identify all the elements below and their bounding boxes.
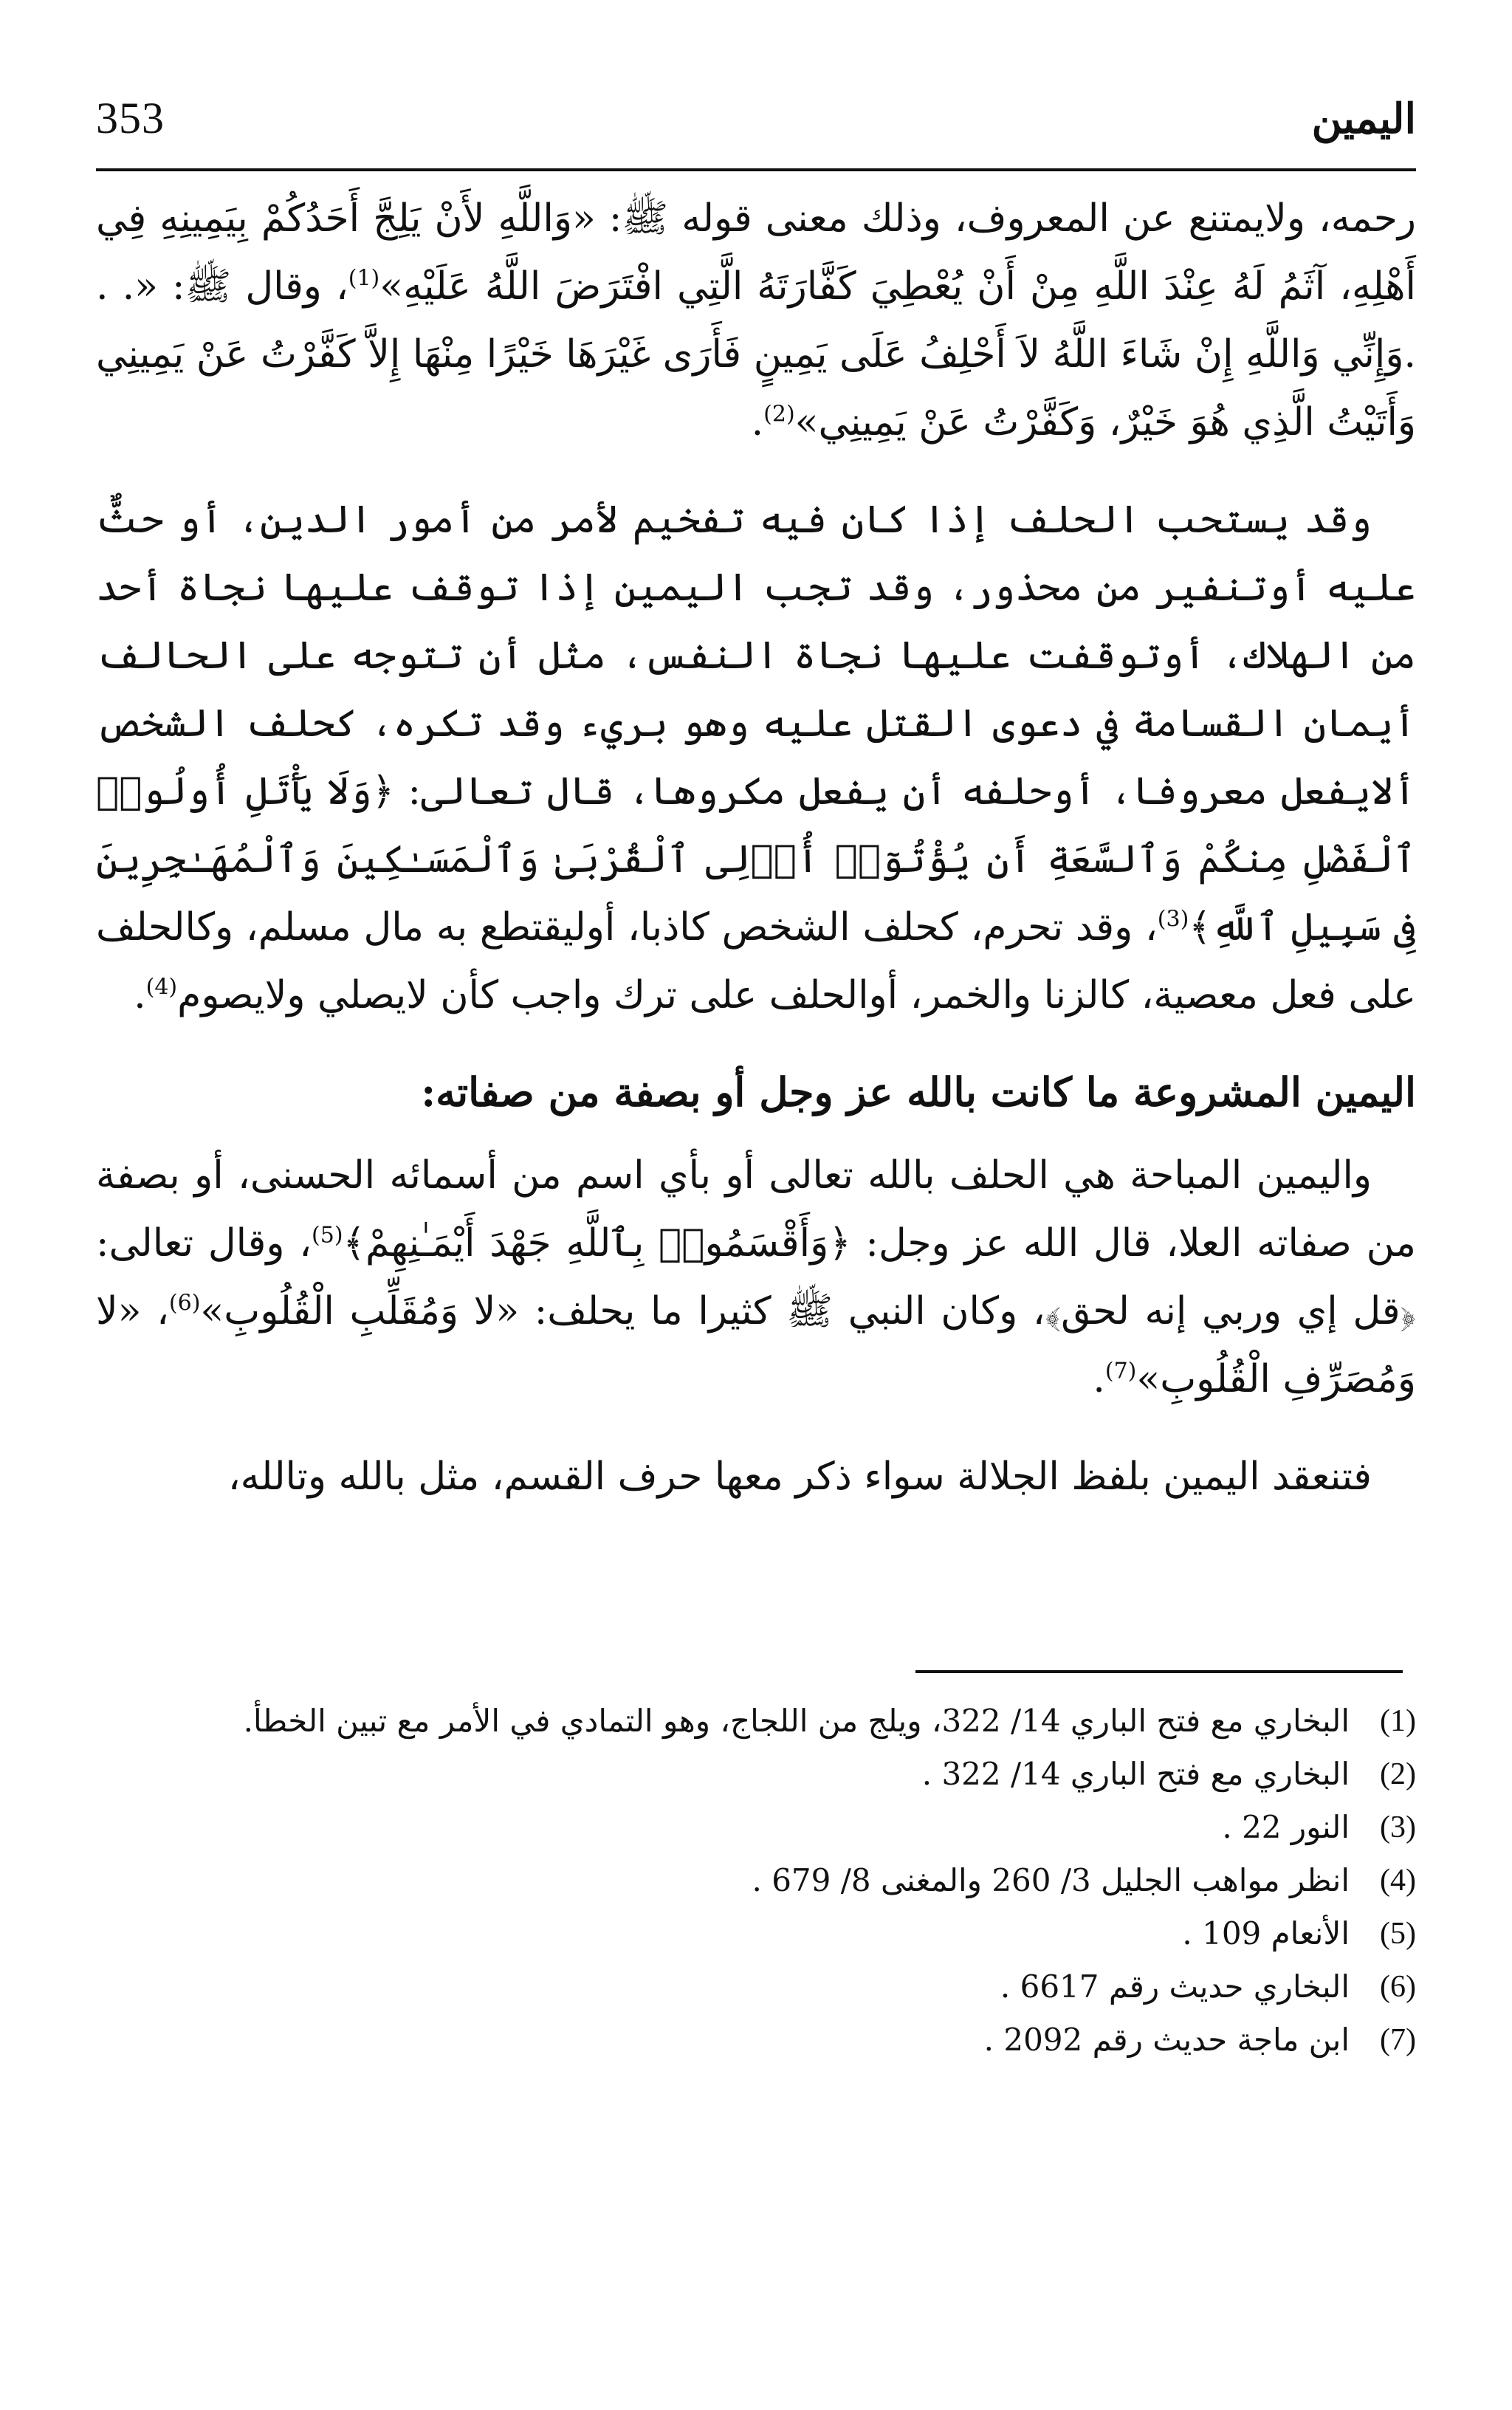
page-number: 353 [96,94,165,143]
footnote [96,1964,1416,2010]
page-header [96,87,1416,171]
paragraph-text: ، وقال تعالى: ﴿قل إي وربي إنه لحق﴾، وكان النبي ﷺ كثيرا ما يحلف: «لا وَمُقَلِّبِ الْقُلُوبِ» [96,1221,1416,1333]
paragraph-text: رحمه، ولايمتنع عن المعروف، وذلك معنى قوله ﷺ: «وَاللَّهِ لأَنْ يَلِجَّ أَحَدُكُمْ بِيَمِينِهِ فِي أَهْلِهِ، آثَمُ لَهُ عِنْدَ اللَّهِ مِنْ أَنْ يُعْطِيَ كَفَّارَتَهُ الَّتِي افْتَرَضَ اللَّهُ عَلَيْهِ» [96,196,1416,309]
footnote-ref: (1) [348,265,380,292]
footnote-text: ابن ماجة حديث رقم 2092 . [983,2022,1350,2058]
footnote-number: (5) [1380,1917,1416,1951]
footnote-divider [915,1670,1403,1673]
footnote [96,1751,1416,1797]
footnote-number: (6) [1380,1970,1416,2004]
footnote-text: البخاري حديث رقم 6617 . [1000,1968,1350,2005]
footnote-ref: (6) [168,1290,201,1316]
footnote-text: انظر مواهب الجليل 3/ 260 والمغنى 8/ 679 . [752,1862,1350,1898]
footnote [96,1698,1416,1744]
paragraph-ruling-of-oath [96,486,1416,1029]
footnotes [96,1698,1416,2070]
section-heading: اليمين المشروعة ما كانت بالله عز وجل أو بصفة من صفاته: [421,1068,1416,1116]
paragraph-oath-with-name [96,1443,1416,1511]
footnote-ref: (5) [312,1222,343,1249]
paragraph-text: ، «لا وَمُصَرِّفِ الْقُلُوبِ» [96,1289,1416,1401]
footnote-ref: (4) [145,974,178,1000]
paragraph-permitted-oath [96,1142,1416,1413]
footnote-number: (1) [1380,1704,1416,1738]
paragraph-end: . [751,400,764,444]
footnote-text: الأنعام 109 . [1182,1915,1350,1951]
footnote-text: البخاري مع فتح الباري 14/ 322 . [921,1756,1350,1792]
footnote-number: (4) [1380,1864,1416,1898]
main-text [96,185,1416,1540]
paragraph-text: وقد يستحب الحلف إذا كان فيه تفخيم لأمر من أمور الدين، أو حثٌّ عليه أوتنفير من محذور، وقد تجب اليمين إذا توقف عليها نجاة أحد من الهلاك، أوتوقفت عليها نجاة النفس، مثل أن تتوجه على الحالف أيمان القسامة في دعوى القتل عليه وهو بريء وقد تكره، كحلف الشخص ألايفعل معروفا، أوحلفه أن يفعل مكروها، قال تعالى: ﴿وَلَا يَأْتَلِ أُولُوا۟ ٱلْفَضْلِ مِنكُمْ وَٱلسَّعَةِ أَن يُؤْتُوٓا۟ أُو۟لِى ٱلْقُرْبَىٰ وَٱلْمَسَـٰكِينَ وَٱلْمُهَـٰجِرِينَ فِى سَبِيلِ ٱللَّهِ﴾ [96,498,1417,950]
footnote-number: (7) [1380,2023,1416,2057]
footnote-text: البخاري مع فتح الباري 14/ 322، ويلج من اللجاج، وهو التمادي في الأمر مع تبين الخطأ. [243,1703,1350,1739]
footnote-ref: (3) [1157,906,1189,933]
footnote [96,2017,1416,2063]
footnote-number: (2) [1380,1757,1416,1791]
paragraph-text: واليمين المباحة هي الحلف بالله تعالى أو بأي اسم من أسمائه الحسنى، أو بصفة من صفاته العلا، قال الله عز وجل: ﴿وَأَقْسَمُوا۟ بِٱللَّهِ جَهْدَ أَيْمَـٰنِهِمْ﴾ [96,1153,1417,1266]
footnote-text: النور 22 . [1222,1809,1350,1845]
paragraph-text: فتنعقد اليمين بلفظ الجلالة سواء ذكر معها حرف القسم، مثل بالله وتالله، [227,1455,1372,1499]
paragraph-text: ، وقد تحرم، كحلف الشخص كاذبا، أوليقتطع به مال مسلم، وكالحلف على فعل معصية، كالزنا والخمر، أوالحلف على ترك واجب كأن لايصلي ولايصوم [96,905,1416,1017]
footnote-ref: (7) [1104,1358,1137,1384]
footnote [96,1858,1416,1903]
paragraph-end: . [134,973,146,1017]
footnote-number: (3) [1380,1810,1416,1844]
paragraph-end: . [1093,1357,1105,1401]
footnote-ref: (2) [763,401,795,428]
paragraph-text: ، وقال ﷺ: «. . .وَإِنِّي وَاللَّهِ إِنْ شَاءَ اللَّهُ لاَ أَحْلِفُ عَلَى يَمِينٍ فَأَرَى غَيْرَهَا خَيْرًا مِنْهَا إِلاَّ كَفَّرْتُ عَنْ يَمِينِي وَأَتَيْتُ الَّذِي هُوَ خَيْرٌ، وَكَفَّرْتُ عَنْ يَمِينِي» [96,264,1416,444]
footnote [96,1911,1416,1957]
footnote [96,1805,1416,1850]
paragraph-hadith-oath [96,185,1416,456]
running-title: اليمين [1311,95,1416,143]
